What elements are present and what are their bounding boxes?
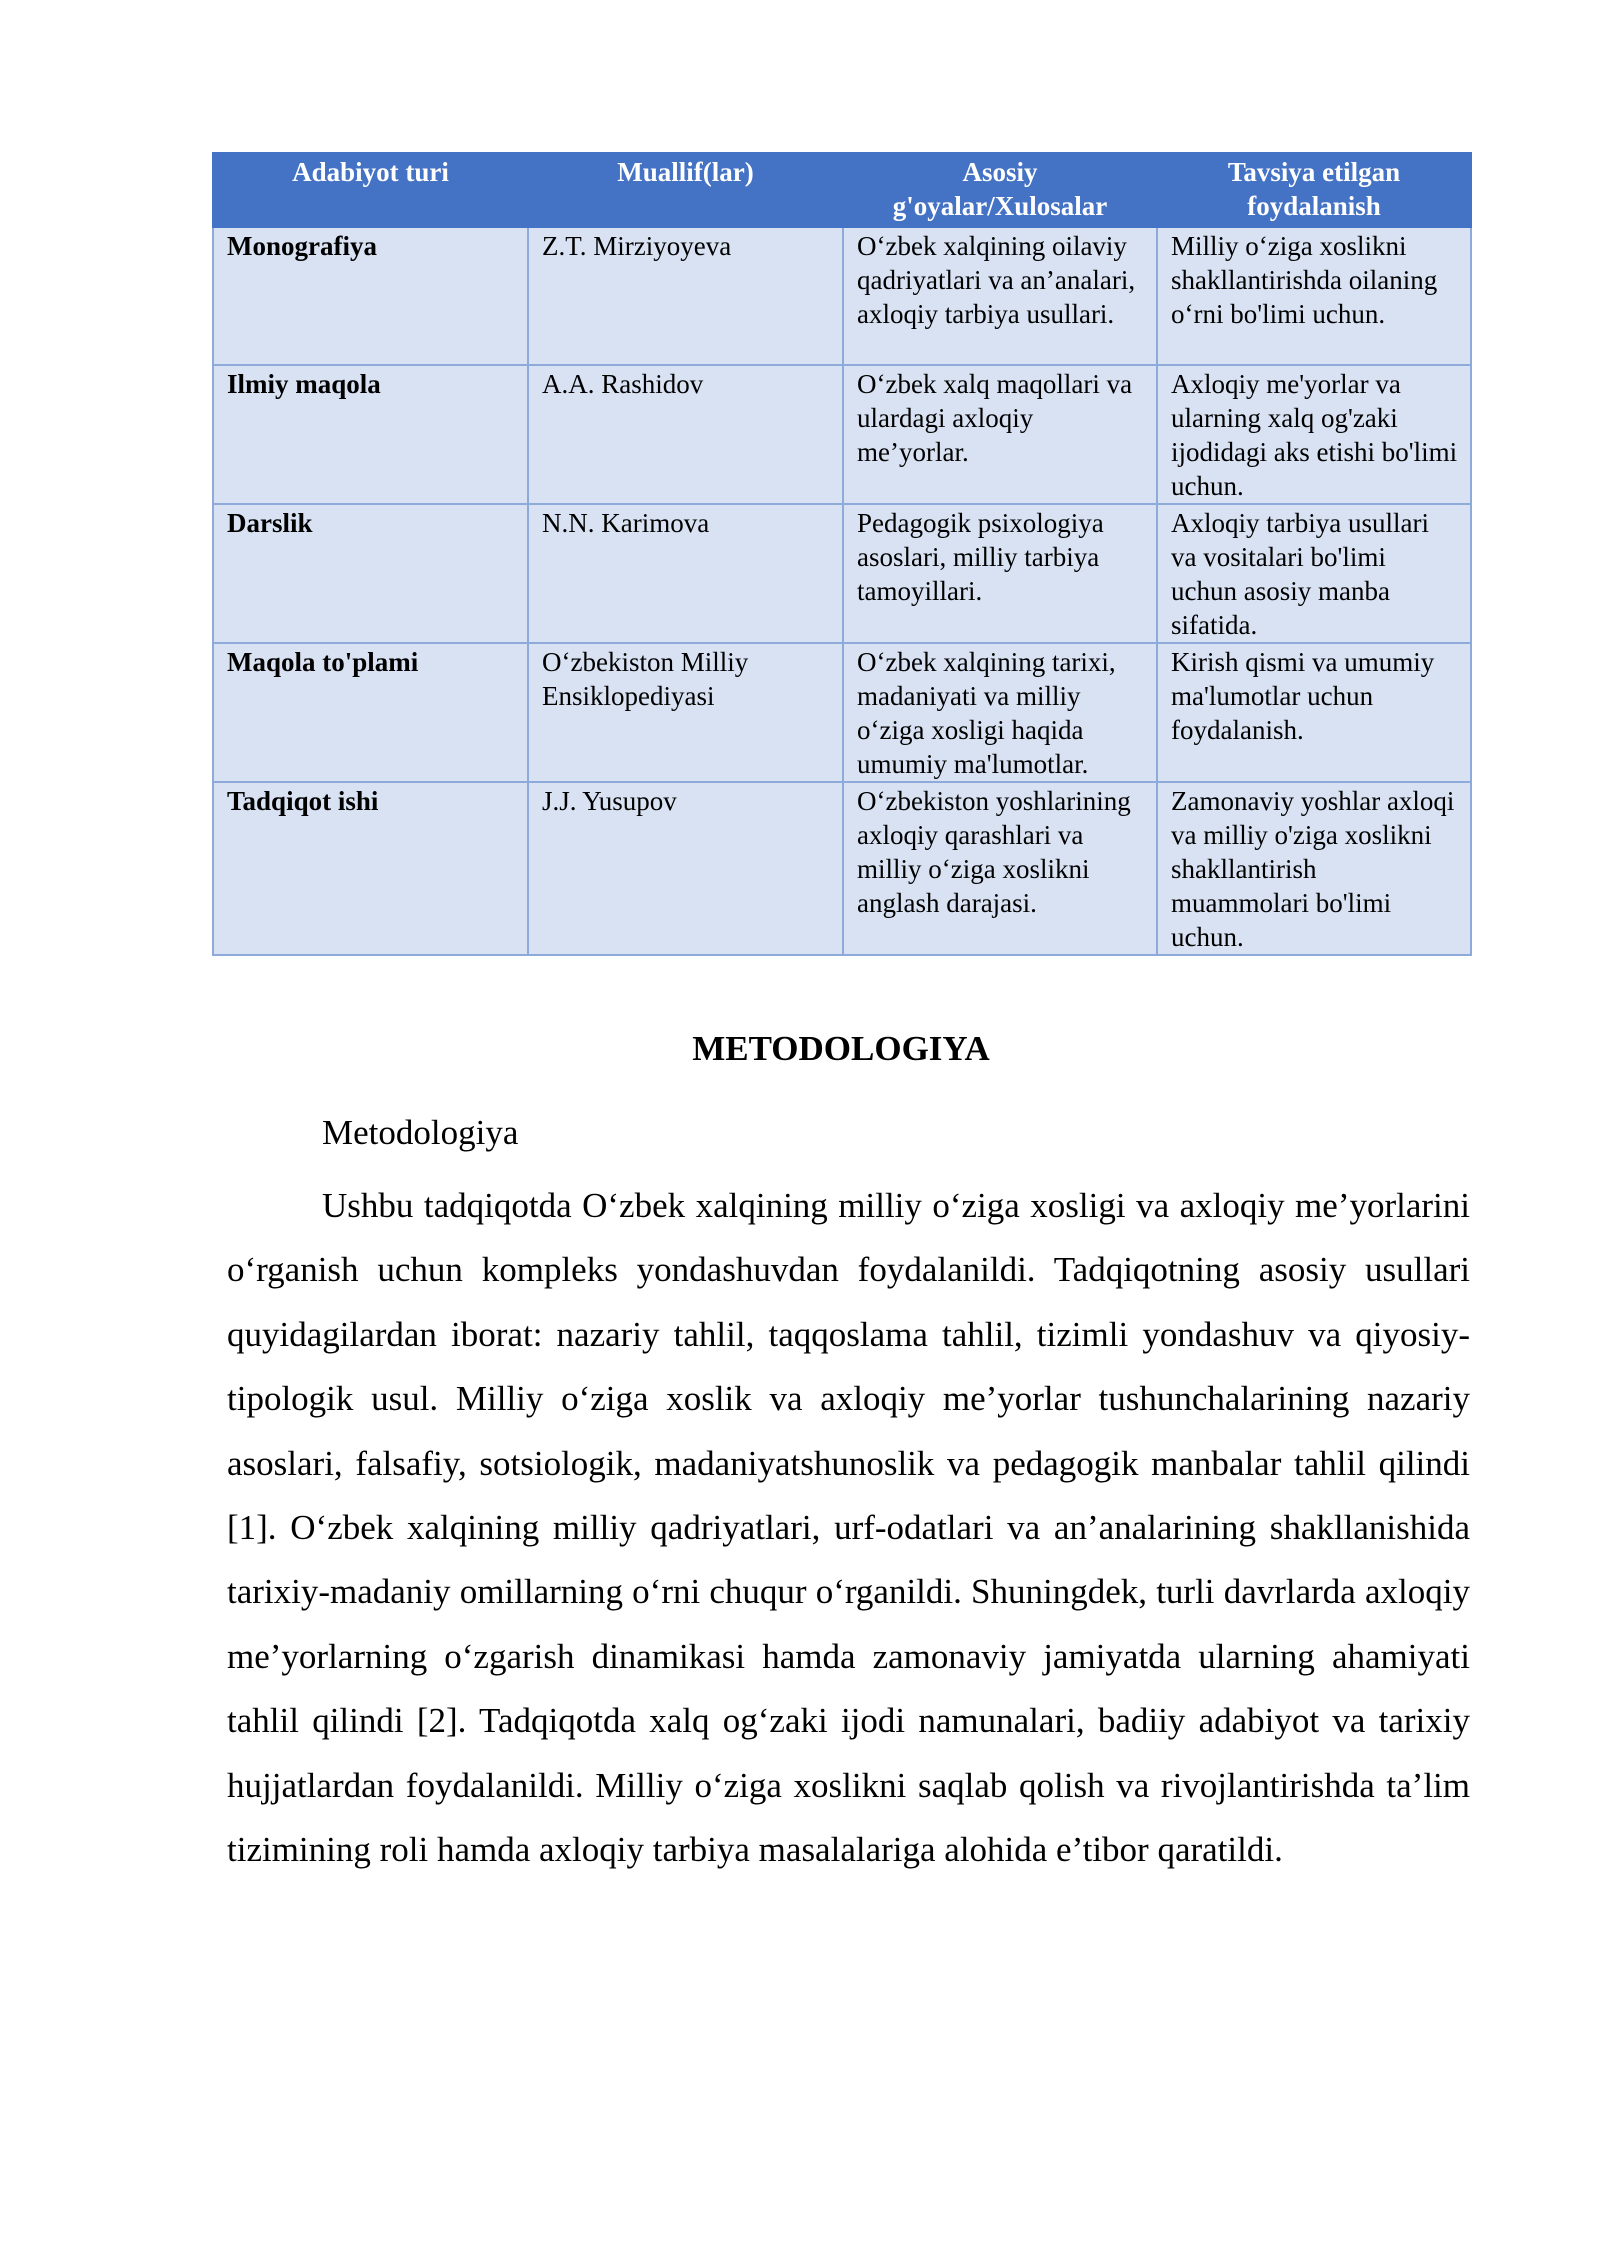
author-cell: Z.T. Mirziyoyeva [528, 227, 843, 365]
table-row [213, 504, 1471, 643]
ideas-cell: O‘zbek xalqining tarixi, madaniyati va milliy o‘ziga xosligi haqida umumiy ma'lumotlar. [843, 643, 1157, 782]
literature-type-cell: Ilmiy maqola [213, 365, 528, 504]
literature-type-cell: Maqola to'plami [213, 643, 528, 782]
usage-cell: Kirish qismi va umumiy ma'lumotlar uchun foydalanish. [1157, 643, 1471, 782]
table-row [213, 227, 1471, 365]
usage-cell: Zamonaviy yoshlar axloqi va milliy o'ziga xoslikni shakllantirish muammolari bo'limi uchun. [1157, 782, 1471, 955]
author-cell: N.N. Karimova [528, 504, 843, 643]
ideas-cell: O‘zbek xalq maqollari va ulardagi axloqiy me’yorlar. [843, 365, 1157, 504]
usage-cell: Axloqiy tarbiya usullari va vositalari bo'limi uchun asosiy manba sifatida. [1157, 504, 1471, 643]
author-cell: A.A. Rashidov [528, 365, 843, 504]
literature-type-cell: Darslik [213, 504, 528, 643]
table-row [213, 365, 1471, 504]
section-heading: METODOLOGIYA [692, 1029, 990, 1068]
ideas-cell: O‘zbekiston yoshlarining axloqiy qarashlari va milliy o‘ziga xoslikni anglash darajasi. [843, 782, 1157, 955]
header-authors: Muallif(lar) [528, 153, 843, 227]
header-recommended-use: Tavsiya etilgan foydalanish [1157, 153, 1471, 227]
methodology-paragraph: Ushbu tadqiqotda O‘zbek xalqining milliy o‘ziga xosligi va axloqiy me’yorlarini o‘rganish uchun kompleks yondashuvdan foydalanildi. Tadqiqotning asosiy usullari quyidagilardan iborat: nazariy tahlil, taqqoslama tahlil, tizimli yondashuv va qiyosiy-tipologik usul. Milliy o‘ziga xoslik va axloqiy me’yorlar tushunchalarining nazariy asoslari, falsafiy, sotsiologik, madaniyatshunoslik va pedagogik manbalar tahlil qilindi [1]. O‘zbek xalqining milliy qadriyatlari, urf-odatlari va an’analarining shakllanishida tarixiy-madaniy omillarning o‘rni chuqur o‘rganildi. Shuningdek, turli davrlarda axloqiy me’yorlarning o‘zgarish dinamikasi hamda zamonaviy jamiyatda ularning ahamiyati tahlil qilindi [2]. Tadqiqotda xalq og‘zaki ijodi namunalari, badiiy adabiyot va tarixiy hujjatlardan foydalanildi. Milliy o‘ziga xoslikni saqlab qolish va rivojlantirishda ta’lim tizimining roli hamda axloqiy tarbiya masalalariga alohida e’tibor qaratildi. [227, 1186, 1470, 1870]
table-row [213, 643, 1471, 782]
usage-cell: Axloqiy me'yorlar va ularning xalq og'zaki ijodidagi aks etishi bo'limi uchun. [1157, 365, 1471, 504]
usage-cell: Milliy o‘ziga xoslikni shakllantirishda oilaning o‘rni bo'limi uchun. [1157, 227, 1471, 365]
table-row [213, 782, 1471, 955]
header-main-ideas: Asosiy g'oyalar/Xulosalar [843, 153, 1157, 227]
literature-type-cell: Monografiya [213, 227, 528, 365]
literature-table [212, 152, 1472, 956]
ideas-cell: O‘zbek xalqining oilaviy qadriyatlari va an’analari, axloqiy tarbiya usullari. [843, 227, 1157, 365]
section-subheading: Metodologiya [322, 1113, 519, 1152]
literature-type-cell: Tadqiqot ishi [213, 782, 528, 955]
ideas-cell: Pedagogik psixologiya asoslari, milliy tarbiya tamoyillari. [843, 504, 1157, 643]
table-header-row [213, 153, 1471, 227]
author-cell: J.J. Yusupov [528, 782, 843, 955]
header-literature-type: Adabiyot turi [213, 153, 528, 227]
author-cell: O‘zbekiston Milliy Ensiklopediyasi [528, 643, 843, 782]
